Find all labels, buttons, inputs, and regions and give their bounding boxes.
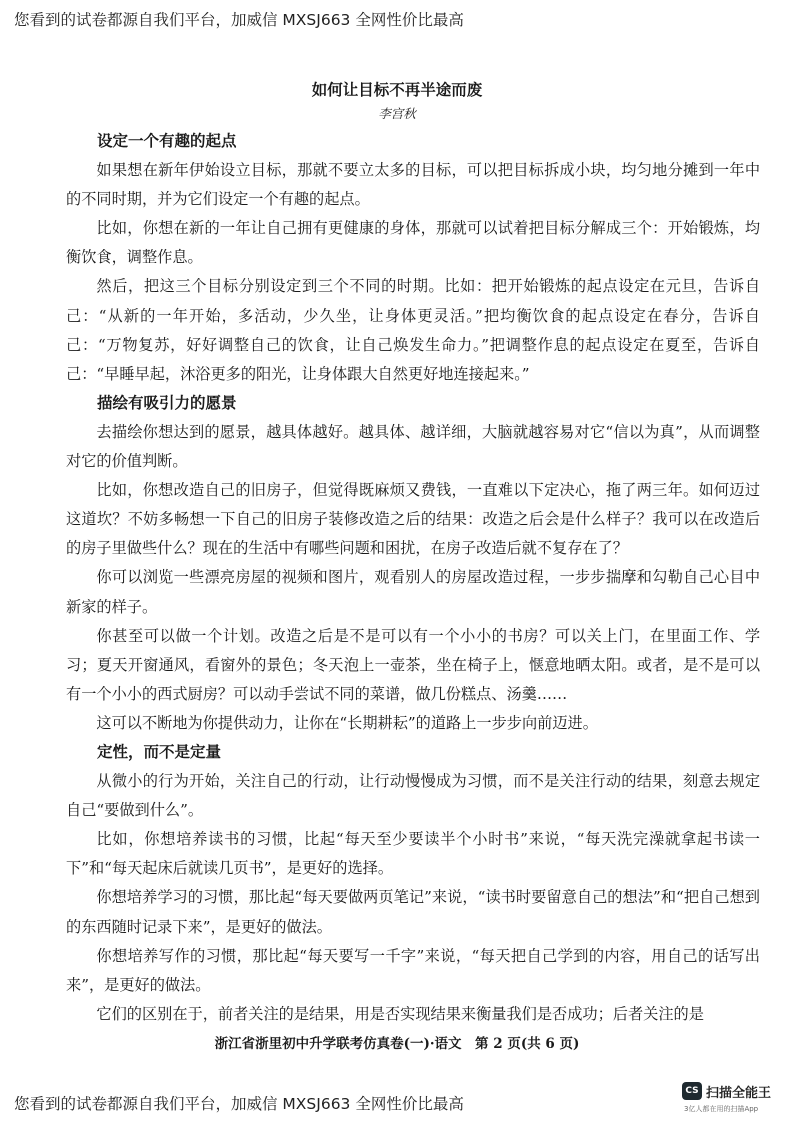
paragraph: 你甚至可以做一个计划。改造之后是不是可以有一个小小的书房？可以关上门，在里面工作、学习；夏天开窗通风，看窗外的景色；冬天泡上一壶茶，坐在椅子上，惬意地晒太阳。或者，是不是可以有一个小小的西式厨房？可以动手尝试不同的菜谱，做几份糕点、汤羹……	[66, 626, 760, 703]
paragraph: 比如，你想培养读书的习惯，比起“每天至少要读半个小时书”来说，“每天洗完澡就拿起书读一下”和“每天起床后就读几页书”，是更好的选择。	[66, 830, 760, 878]
paragraph: 然后，把这三个目标分别设定到三个不同的时期。比如：把开始锻炼的起点设定在元旦，告诉自己：“从新的一年开始，多活动，少久坐，让身体更灵活。”把均衡饮食的起点设定在春分，告诉自己：“万物复苏，好好调整自己的饮食，让自己焕发生命力。”把调整作息的起点设定在夏至，告诉自己：“早睡早起，沐浴更多的阳光，让身体跟大自然更好地连接起来。”	[66, 277, 760, 383]
logo-name: 扫描全能王	[706, 1086, 772, 1101]
paragraph: 这可以不断地为你提供动力，让你在“长期耕耘”的道路上一步步向前迈进。	[96, 713, 598, 732]
watermark-banner-bottom: 您看到的试卷都源自我们平台，加威信 MXSJ663 全网性价比最高	[14, 1095, 464, 1113]
paragraph: 比如，你想在新的一年让自己拥有更健康的身体，那就可以试着把目标分解成三个：开始锻炼，均衡饮食，调整作息。	[66, 219, 760, 267]
paragraph: 去描绘你想达到的愿景，越具体越好。越具体、越详细，大脑就越容易对它“信以为真”，从而调整对它的价值判断。	[66, 422, 760, 471]
camscanner-logo	[674, 1082, 794, 1118]
article-title: 如何让目标不再半途而废	[311, 81, 483, 99]
page-footer: 浙江省浙里初中升学联考仿真卷(一)·语文 第 2 页(共 6 页)	[214, 1036, 580, 1052]
paragraph: 比如，你想改造自己的旧房子，但觉得既麻烦又费钱，一直难以下定决心，拖了两三年。如何迈过这道坎？不妨多畅想一下自己的旧房子装修改造之后的结果：改造之后会是什么样子？我可以在改造后的房子里做些什么？现在的生活中有哪些问题和困扰，在房子改造后就不复存在了？	[66, 481, 760, 558]
paragraph: 你想培养写作的习惯，那比起“每天要写一千字”来说，“每天把自己学到的内容，用自己的话写出来”，是更好的做法。	[66, 946, 760, 994]
paragraph: 如果想在新年伊始设立目标，那就不要立太多的目标，可以把目标拆成小块，均匀地分摊到一年中的不同时期，并为它们设定一个有趣的起点。	[66, 161, 760, 209]
section-heading: 定性，而不是定量	[97, 742, 222, 761]
section-heading: 描绘有吸引力的愿景	[97, 393, 237, 412]
paragraph: 你想培养学习的习惯，那比起“每天要做两页笔记”来说，“读书时要留意自己的想法”和“把自己想到的东西随时记录下来”，是更好的做法。	[66, 888, 760, 936]
article-author: 李宫秋	[378, 106, 416, 121]
logo-tagline: 3亿人都在用的扫描App	[684, 1105, 759, 1113]
camscanner-logo-icon: CS	[682, 1082, 702, 1100]
paragraph: 从微小的行为开始，关注自己的行动，让行动慢慢成为习惯，而不是关注行动的结果，刻意去规定自己“要做到什么”。	[66, 772, 760, 820]
watermark-banner-top: 您看到的试卷都源自我们平台，加威信 MXSJ663 全网性价比最高	[14, 11, 464, 29]
section-heading: 设定一个有趣的起点	[97, 132, 237, 150]
paragraph: 它们的区别在于，前者关注的是结果，用是否实现结果来衡量我们是否成功；后者关注的是	[96, 1004, 704, 1023]
article-body	[66, 127, 760, 1029]
paragraph: 你可以浏览一些漂亮房屋的视频和图片，观看别人的房屋改造过程，一步步揣摩和勾勒自己心目中新家的样子。	[66, 568, 760, 616]
